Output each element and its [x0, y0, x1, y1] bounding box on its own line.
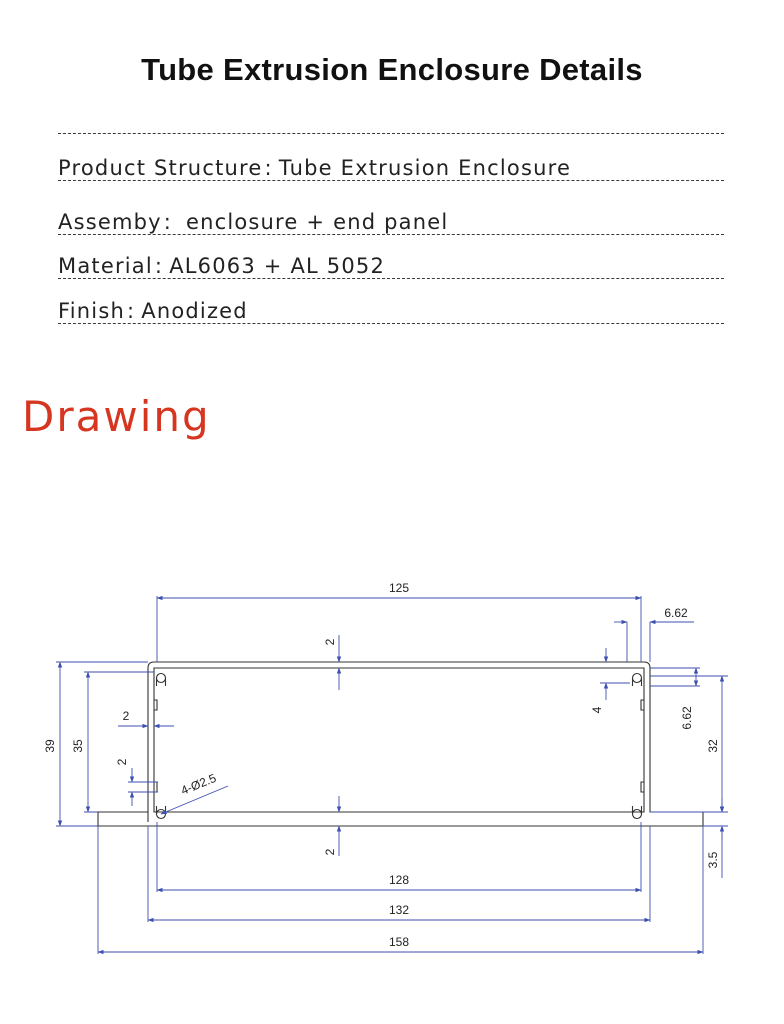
dim-label-132: 132 [388, 903, 410, 917]
spec-separator: : [126, 299, 136, 323]
dim-label-small-wall: 2 [115, 758, 129, 766]
spec-row-assembly [58, 210, 724, 235]
dim-label-holes: 4-Ø2.5 [178, 770, 219, 798]
enclosure-drawing [0, 560, 784, 970]
dim-125-extension-lines [157, 596, 641, 662]
dim-label-top-wall: 2 [323, 638, 337, 646]
dim-label-slot-depth: 4 [590, 706, 604, 714]
page-title: Tube Extrusion Enclosure Details [141, 52, 643, 87]
dim-662-extension-lines [627, 622, 650, 662]
spec-separator: : [264, 156, 273, 180]
spec-value: Anodized [141, 299, 248, 323]
bottom-right-screw-slot [633, 810, 642, 819]
dim-35h-extension-lines [84, 672, 154, 812]
dim-label-bottom-wall: 2 [323, 848, 337, 856]
dim-right-662-extension-lines [650, 668, 700, 686]
dim-label-128: 128 [388, 873, 410, 887]
dimension-labels [43, 581, 720, 949]
section-heading-drawing: Drawing [22, 392, 211, 441]
dim-label-125: 125 [388, 581, 410, 595]
spec-row-finish [58, 299, 724, 324]
dim-label-left-wall: 2 [122, 709, 130, 723]
spec-divider [58, 133, 724, 134]
dim-label-158: 158 [388, 935, 410, 949]
spec-label: Finish [58, 299, 125, 323]
dim-39-extension-lines [56, 662, 148, 826]
dim-label-35: 35 [71, 739, 85, 753]
spec-label: Product Structure [58, 156, 263, 180]
spec-value: AL6063 + AL 5052 [169, 254, 386, 278]
spec-label: Material [58, 254, 153, 278]
dim-label-662-top: 6.62 [664, 606, 688, 620]
top-right-screw-slot [633, 674, 642, 683]
spec-row-material [58, 254, 724, 279]
spec-label: Assemby [58, 210, 162, 234]
spec-value: enclosure + end panel [178, 210, 449, 234]
enclosure-profile [98, 662, 703, 826]
spec-separator: : [154, 254, 164, 278]
dim-label-662-right: 6.62 [680, 706, 694, 730]
profile-outer-outline [98, 662, 703, 826]
spec-separator: : [163, 210, 173, 234]
dim-label-32: 32 [706, 739, 720, 753]
dimension-lines [56, 596, 728, 954]
spec-value: Tube Extrusion Enclosure [278, 156, 572, 180]
top-left-screw-slot [157, 674, 166, 683]
spec-row-product-structure [58, 156, 724, 181]
dim-label-35-flange: 3.5 [706, 851, 720, 869]
dim-label-39: 39 [43, 739, 57, 753]
profile-inner-outline [154, 668, 644, 812]
